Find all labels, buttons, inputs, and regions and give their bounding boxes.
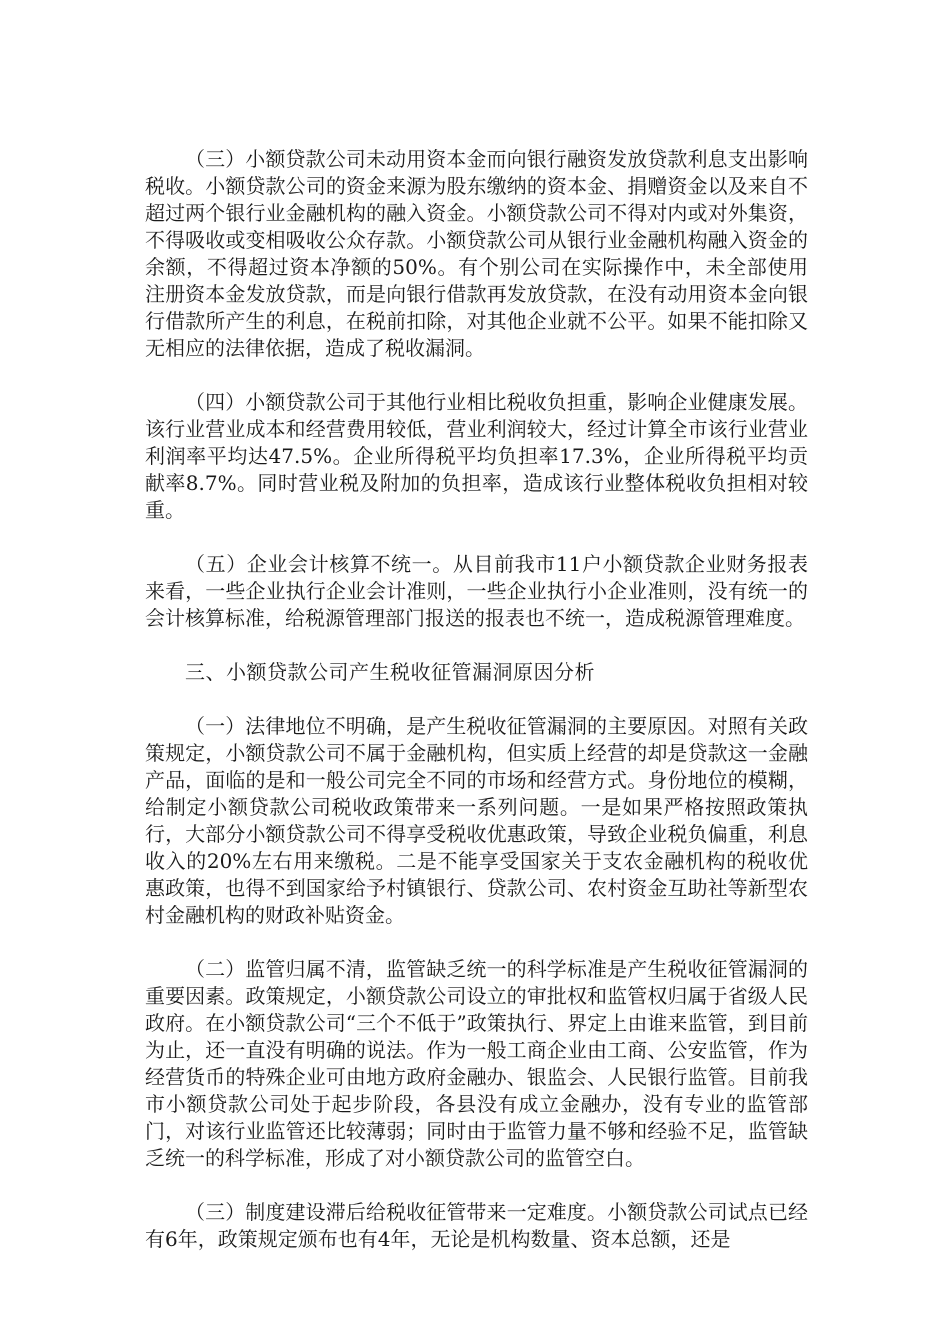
document-body (145, 146, 808, 1280)
paragraph-interest-expense: （三）小额贷款公司未动用资本金而向银行融资发放贷款利息支出影响税收。小额贷款公司的资金来源为股东缴纳的资本金、捐赠资金以及来自不超过两个银行业金融机构的融入资金。小额贷款公司不得对内或对外集资，不得吸收或变相吸收公众存款。小额贷款公司从银行业金融机构融入资金的余额，不得超过资本净额的50%。有个别公司在实际操作中，未全部使用注册资本金发放贷款，而是向银行借款再发放贷款，在没有动用资本金向银行借款所产生的利息，在税前扣除，对其他企业就不公平。如果不能扣除又无相应的法律依据，造成了税收漏洞。 (145, 147, 808, 360)
section-heading: 三、小额贷款公司产生税收征管漏洞原因分析 (185, 660, 595, 684)
paragraph-supervision: （二）监管归属不清，监管缺乏统一的科学标准是产生税收征管漏洞的重要因素。政策规定，小额贷款公司设立的审批权和监管权归属于省级人民政府。在小额贷款公司“三个不低于”政策执行、界定上由谁来监管，到目前为止，还一直没有明确的说法。作为一般工商企业由工商、公安监管，作为经营货币的特殊企业可由地方政府金融办、银监会、人民银行监管。目前我市小额贷款公司处于起步阶段，各县没有成立金融办，没有专业的监管部门，对该行业监管还比较薄弱；同时由于监管力量不够和经验不足，监管缺乏统一的科学标准，形成了对小额贷款公司的监管空白。 (145, 957, 808, 1170)
paragraph-tax-burden: （四）小额贷款公司于其他行业相比税收负担重，影响企业健康发展。该行业营业成本和经营费用较低，营业利润较大，经过计算全市该行业营业利润率平均达47.5%。企业所得税平均负担率17.3%，企业所得税平均贡献率8.7%。同时营业税及附加的负担率，造成该行业整体税收负担相对较重。 (145, 390, 808, 522)
paragraph-accounting: （五）企业会计核算不统一。从目前我市11户小额贷款企业财务报表来看，一些企业执行企业会计准则，一些企业执行小企业准则，没有统一的会计核算标准，给税源管理部门报送的报表也不统一，造成税源管理难度。 (145, 552, 808, 630)
paragraph-legal-status: （一）法律地位不明确，是产生税收征管漏洞的主要原因。对照有关政策规定，小额贷款公司不属于金融机构，但实质上经营的却是贷款这一金融产品，面临的是和一般公司完全不同的市场和经营方式。身份地位的模糊，给制定小额贷款公司税收政策带来一系列问题。一是如果严格按照政策执行，大部分小额贷款公司不得享受税收优惠政策，导致企业税负偏重，利息收入的20%左右用来缴税。二是不能享受国家关于支农金融机构的税收优惠政策，也得不到国家给予村镇银行、贷款公司、农村资金互助社等新型农村金融机构的财政补贴资金。 (145, 714, 808, 927)
paragraph-system-construction: （三）制度建设滞后给税收征管带来一定难度。小额贷款公司试点已经有6年，政策规定颁布也有4年，无论是机构数量、资本总额，还是 (145, 1200, 808, 1251)
